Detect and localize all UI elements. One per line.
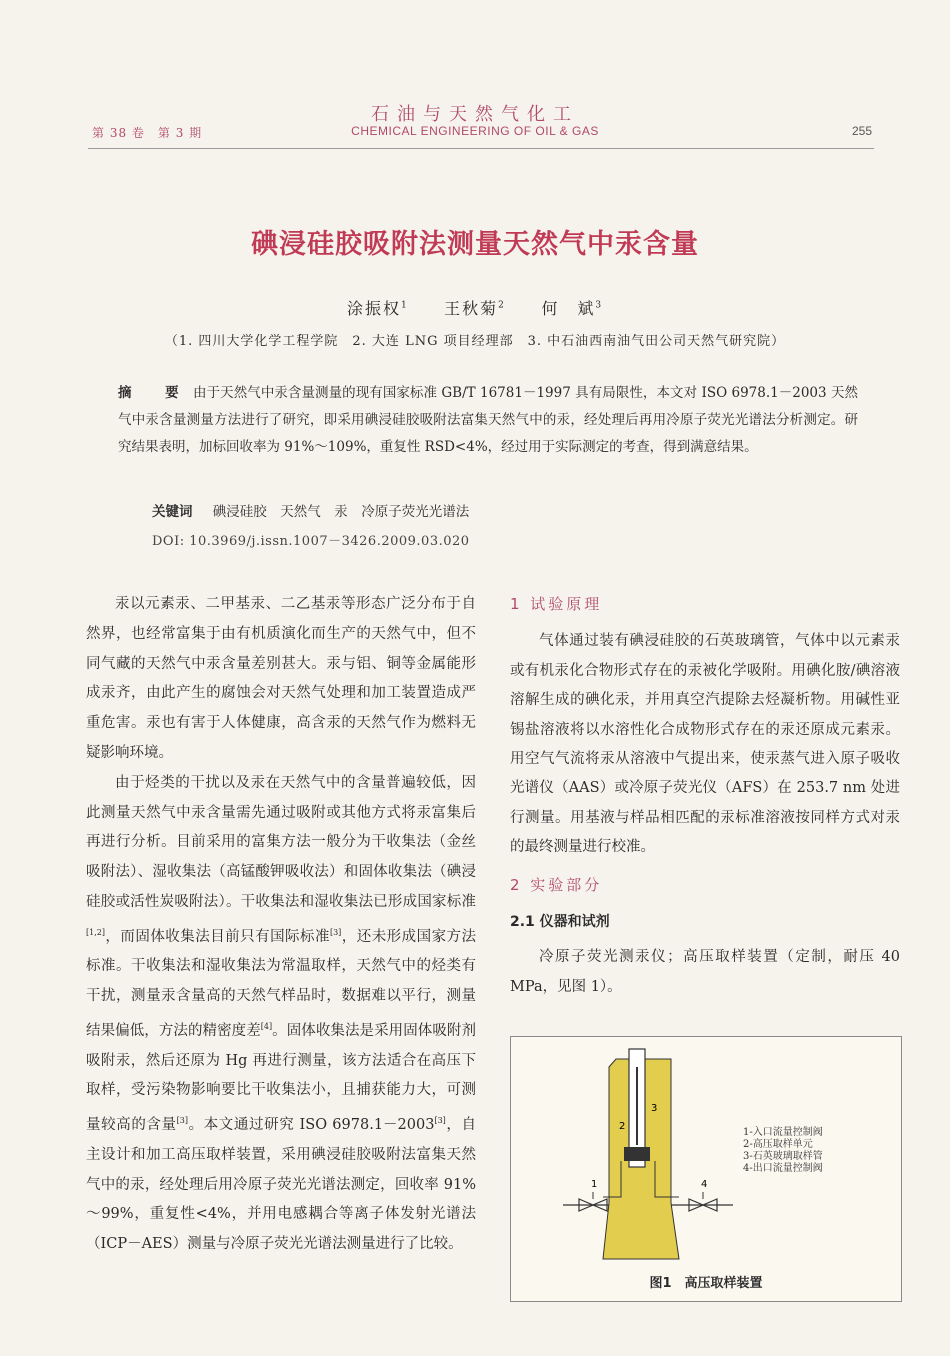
author-affil-mark: 2 [498,300,506,311]
journal-title-cn: 石油与天然气化工 [371,104,579,125]
label-4: 4 [701,1179,708,1190]
left-column [86,590,476,1260]
right-column [510,590,900,1002]
author-affil-mark: 1 [400,300,409,311]
journal-title-en: CHEMICAL ENGINEERING OF OIL & GAS [351,124,599,138]
tube-clamp [624,1147,650,1161]
figure-caption: 图1 高压取样装置 [649,1276,763,1291]
sampling-device-diagram [511,1037,901,1301]
intro-paragraph-2 [86,769,476,1260]
citation: [1,2] [86,927,105,937]
label-2: 2 [619,1121,626,1132]
text-run: ，自主设计和加工高压取样装置，采用碘浸硅胶吸附法富集天然气中的汞，经处理后用冷原子荧光光谱法测定，回收率 91%～99%，重复性<4%，并用电感耦合等离子体发射光谱法（ICP－AES）测量与冷原子荧光光谱法测量进行了比较。 [86,1117,477,1253]
text-run: 。本文通过研究 ISO 6978.1－2003 [187,1117,435,1134]
abstract [118,380,858,461]
principle-paragraph: 气体通过装有碘浸硅胶的石英玻璃管，气体中以元素汞或有机汞化合物形式存在的汞被化学吸附。用碘化胺/碘溶液溶解生成的碘化汞，并用真空汽提除去烃凝析物。用碱性亚锡盐溶液将以水溶性化合成物形式存在的汞还原成元素汞。用空气气流将汞从溶液中气提出来，使汞蒸气进入原子吸收光谱仪（AAS）或冷原子荧光仪（AFS）在 253.7 nm 处进行测量。用基液与样品相匹配的汞标准溶液按同样方式对汞的最终测量进行校准。 [510,633,900,856]
label-3: 3 [651,1103,658,1114]
legend-item: 2-高压取样单元 [743,1139,813,1150]
legend-item: 4-出口流量控制阀 [743,1163,823,1174]
author-list [0,296,950,319]
doi: DOI: 10.3969/j.issn.1007－3426.2009.03.020 [152,534,470,549]
abstract-label: 摘 要 [118,385,189,401]
citation: [3] [329,927,342,937]
header-divider [88,148,874,149]
keywords [152,500,852,520]
section-heading-principle: 1 试验原理 [510,595,603,613]
text-run: ，而固体收集法目前只有国际标准 [104,928,330,945]
subsection-heading-instruments: 2.1 仪器和试剂 [510,914,610,931]
author-name: 王秋菊 [444,299,499,318]
figure-1 [510,1036,902,1302]
paper-title: 碘浸硅胶吸附法测量天然气中汞含量 [251,229,699,260]
text-run: ，还未形成国家方法标准。干收集法和湿收集法为常温取样，天然气中的烃类有干扰，测量汞含量高的天然气样品时，数据难以平行，测量结果偏低，方法的精密度差 [86,928,477,1039]
author-name: 涂振权 [346,299,401,318]
instruments-paragraph: 冷原子荧光测汞仪；高压取样装置（定制，耐压 40 MPa，见图 1）。 [510,949,900,995]
volume-issue: 第 38 卷 第 3 期 [92,126,203,140]
text-run: 。固体收集法是采用固体吸附剂吸附汞，然后还原为 Hg 再进行测量，该方法适合在高压下取样，受污染物影响要比干收集法小，且捕获能力大，可测量较高的含量 [86,1022,477,1134]
legend-item: 3-石英玻璃取样管 [743,1151,823,1162]
keywords-text: 碘浸硅胶 天然气 汞 冷原子荧光光谱法 [212,504,470,520]
abstract-text: 由于天然气中汞含量测量的现有国家标准 GB/T 16781－1997 具有局限性，本文对 ISO 6978.1－2003 天然气中汞含量测量方法进行了研究，即采用碘浸硅胶吸附法富集天然气中的汞，经处理后再用冷原子荧光光谱法分析测定。研究结果表明，加标回收率为 91%～109%，重复性 RSD<4%，经过用于实际测定的考查，得到满意结果。 [118,385,858,455]
author-name: 何 斌 [541,299,596,318]
label-1: 1 [591,1179,598,1190]
page-number: 255 [851,124,872,138]
text-run: 由于烃类的干扰以及汞在天然气中的含量普遍较低，因此测量天然气中汞含量需先通过吸附或其他方式将汞富集后再进行分析。目前采用的富集方法一般分为干收集法（金丝吸附法）、湿收集法（高锰酸钾吸收法）和固体收集法（碘浸硅胶或活性炭吸附法）。干收集法和湿收集法已形成国家标准 [86,774,476,910]
legend-item: 1-入口流量控制阀 [743,1127,823,1138]
intro-paragraph-1: 汞以元素汞、二甲基汞、二乙基汞等形态广泛分布于自然界，也经常富集于由有机质演化而生产的天然气中，但不同气藏的天然气中汞含量差别甚大。汞与铝、铜等金属能形成汞齐，由此产生的腐蚀会对天然气处理和加工装置造成严重危害。汞也有害于人体健康，高含汞的天然气作为燃料无疑影响环境。 [86,596,476,761]
figure-legend [743,1127,823,1175]
citation: [3] [176,1116,188,1126]
affiliations: （1. 四川大学化学工程学院 2. 大连 LNG 项目经理部 3. 中石油西南油气田公司天然气研究院） [164,334,786,349]
section-heading-experiment: 2 实验部分 [510,875,603,894]
keywords-label: 关键词 [152,504,193,520]
citation: [3] [434,1116,446,1126]
citation: [4] [260,1021,273,1031]
author-affil-mark: 3 [595,300,604,311]
